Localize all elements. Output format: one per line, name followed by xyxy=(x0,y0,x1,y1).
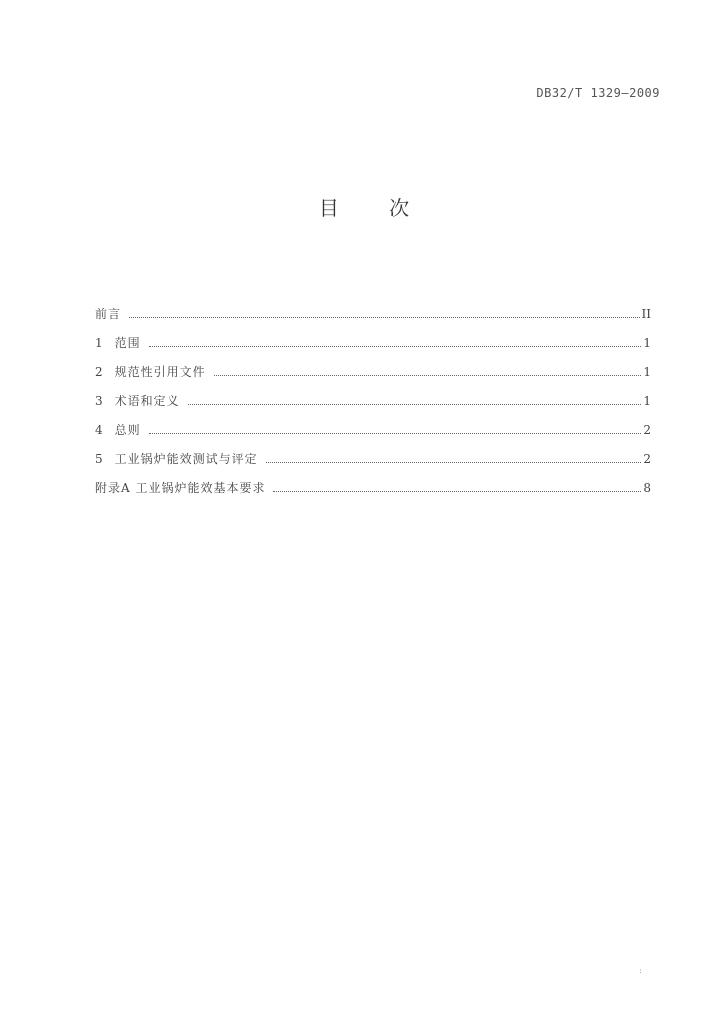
dot-leader xyxy=(266,461,641,463)
toc-entry-page: 2 xyxy=(643,423,651,437)
toc-entry-number: 2 xyxy=(95,365,103,379)
toc-entry-normative-references[interactable] xyxy=(95,363,651,392)
toc-entry-label: 附录A 工业锅炉能效基本要求 xyxy=(95,481,266,495)
toc-entry-general-principles[interactable] xyxy=(95,421,651,450)
toc-entry-label: 规范性引用文件 xyxy=(114,365,206,379)
table-of-contents xyxy=(95,305,651,508)
toc-entry-page: 1 xyxy=(643,365,651,379)
dot-leader xyxy=(188,403,641,405)
toc-entry-page: 1 xyxy=(643,336,651,350)
toc-entry-page: 2 xyxy=(643,452,651,466)
toc-entry-number: 4 xyxy=(95,423,103,437)
dot-leader xyxy=(129,316,640,318)
toc-entry-number: 3 xyxy=(95,394,103,408)
toc-entry-foreword[interactable] xyxy=(95,305,651,334)
dot-leader xyxy=(149,432,641,434)
toc-entry-page: 8 xyxy=(643,481,651,495)
toc-entry-terms-definitions[interactable] xyxy=(95,392,651,421)
toc-entry-number: 1 xyxy=(95,336,103,350)
toc-entry-appendix-a[interactable] xyxy=(95,479,651,508)
toc-entry-label: 术语和定义 xyxy=(114,394,180,408)
toc-entry-page: II xyxy=(641,307,651,321)
toc-entry-page: 1 xyxy=(643,394,651,408)
toc-entry-label: 范围 xyxy=(114,336,141,350)
dot-leader xyxy=(214,374,641,376)
toc-entry-number: 5 xyxy=(95,452,103,466)
toc-entry-label: 前言 xyxy=(95,307,122,321)
toc-entry-scope[interactable] xyxy=(95,334,651,363)
page-title: 目 次 xyxy=(318,196,432,220)
document-code: DB32/T 1329—2009 xyxy=(536,86,660,100)
page-mark: : xyxy=(639,966,642,975)
dot-leader xyxy=(273,490,641,492)
dot-leader xyxy=(149,345,641,347)
toc-entry-label: 总则 xyxy=(114,423,141,437)
toc-entry-label: 工业锅炉能效测试与评定 xyxy=(114,452,258,466)
toc-entry-testing-evaluation[interactable] xyxy=(95,450,651,479)
